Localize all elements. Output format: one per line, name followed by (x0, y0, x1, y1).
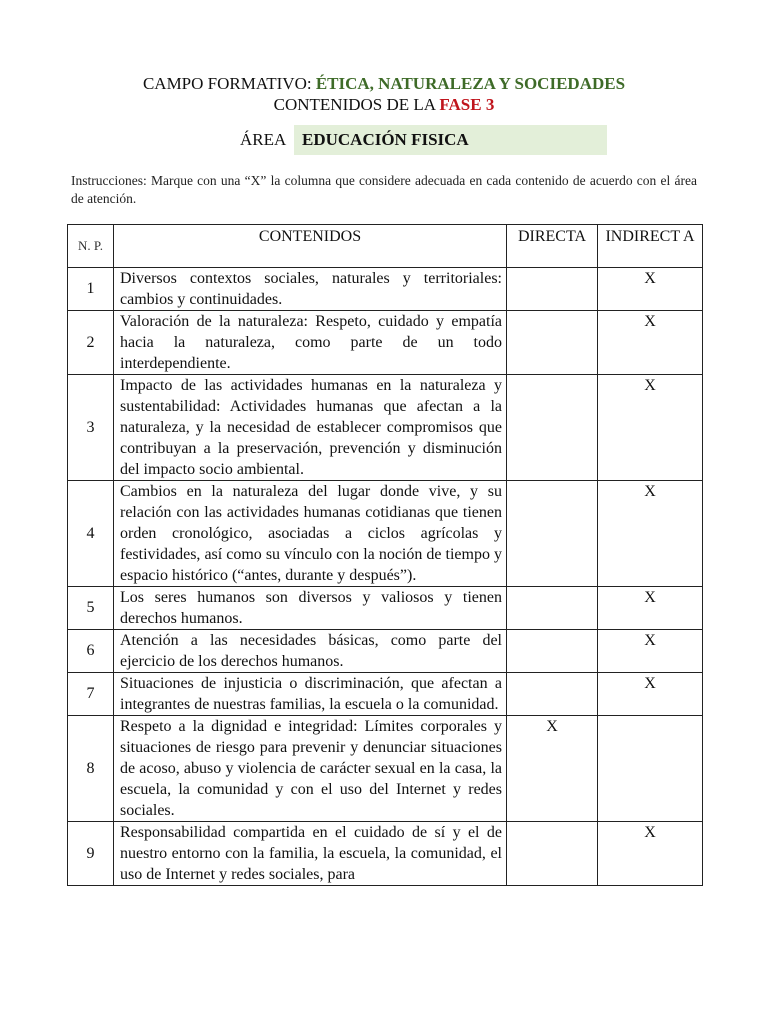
row-direct-mark (507, 268, 598, 311)
row-indirect-mark: X (598, 481, 703, 587)
contents-table (67, 224, 703, 886)
row-direct-mark (507, 822, 598, 886)
row-number: 3 (68, 375, 114, 481)
table-row (68, 673, 703, 716)
row-content: Valoración de la naturaleza: Respeto, cuidado y empatía hacia la naturaleza, como parte de un todo interdependiente. (114, 311, 507, 375)
row-content: Atención a las necesidades básicas, como parte del ejercicio de los derechos humanos. (114, 630, 507, 673)
row-indirect-mark: X (598, 311, 703, 375)
row-direct-mark (507, 375, 598, 481)
row-direct-mark (507, 311, 598, 375)
formative-field: ÉTICA, NATURALEZA Y SOCIEDADES (315, 74, 626, 93)
table-row (68, 822, 703, 886)
header-indirect (598, 225, 703, 268)
table-row (68, 375, 703, 481)
row-content: Impacto de las actividades humanas en la naturaleza y sustentabilidad: Actividades humanas que afectan a la naturaleza, y la necesidad de establecer compromisos que contribuyan a la preservación, prevención y disminución del impacto socio ambiental. (114, 375, 507, 481)
row-direct-mark (507, 630, 598, 673)
table-row (68, 311, 703, 375)
row-number: 4 (68, 481, 114, 587)
row-content: Situaciones de injusticia o discriminación, que afectan a integrantes de nuestras familias, la escuela o la comunidad. (114, 673, 507, 716)
row-number: 5 (68, 587, 114, 630)
row-number: 8 (68, 716, 114, 822)
row-indirect-mark: X (598, 375, 703, 481)
title-line-2 (0, 95, 768, 115)
header-np: N. P. (68, 225, 114, 268)
title-prefix: CAMPO FORMATIVO: (142, 74, 316, 93)
subtitle-prefix: CONTENIDOS DE LA (273, 95, 440, 114)
phase-label: FASE 3 (439, 95, 495, 114)
row-direct-mark (507, 587, 598, 630)
row-indirect-mark: X (598, 822, 703, 886)
row-direct-mark (507, 673, 598, 716)
row-number: 2 (68, 311, 114, 375)
table-header-row (68, 225, 703, 268)
row-number: 9 (68, 822, 114, 886)
row-content: Cambios en la naturaleza del lugar donde vive, y su relación con las actividades humanas cotidianas que tienen orden cronológico, asociadas a ciclos agrícolas y festividades, así como su vínculo con la noción de tiempo y espacio histórico (“antes, durante y después”). (114, 481, 507, 587)
area-value-box (294, 125, 607, 155)
row-content: Responsabilidad compartida en el cuidado de sí y el de nuestro entorno con la familia, la escuela, la comunidad, el uso de Internet y redes sociales, para (114, 822, 507, 886)
table-row (68, 481, 703, 587)
row-indirect-mark (598, 716, 703, 822)
row-content: Diversos contextos sociales, naturales y territoriales: cambios y continuidades. (114, 268, 507, 311)
header-contents: CONTENIDOS (114, 225, 507, 268)
title-line-1 (0, 74, 768, 94)
area-label: ÁREA (240, 130, 287, 149)
area-value: EDUCACIÓN FISICA (302, 130, 469, 149)
table-row (68, 630, 703, 673)
row-direct-mark (507, 481, 598, 587)
table-row (68, 716, 703, 822)
row-content: Respeto a la dignidad e integridad: Límites corporales y situaciones de riesgo para prevenir y denunciar situaciones de acoso, abuso y violencia de carácter sexual en la casa, la escuela, la comunidad y con el uso del Internet y redes sociales. (114, 716, 507, 822)
row-indirect-mark: X (598, 630, 703, 673)
row-number: 7 (68, 673, 114, 716)
row-indirect-mark: X (598, 268, 703, 311)
row-content: Los seres humanos son diversos y valiosos y tienen derechos humanos. (114, 587, 507, 630)
row-indirect-mark: X (598, 673, 703, 716)
row-number: 1 (68, 268, 114, 311)
row-direct-mark: X (507, 716, 598, 822)
header-direct: DIRECTA (507, 225, 598, 268)
area-row (0, 125, 768, 155)
header-indirect-label: INDIRECT A (605, 228, 695, 245)
row-indirect-mark: X (598, 587, 703, 630)
table-row (68, 587, 703, 630)
row-number: 6 (68, 630, 114, 673)
table-row (68, 268, 703, 311)
instructions: Instrucciones: Marque con una “X” la columna que considere adecuada en cada contenido de acuerdo con el área de atención. (71, 173, 697, 206)
